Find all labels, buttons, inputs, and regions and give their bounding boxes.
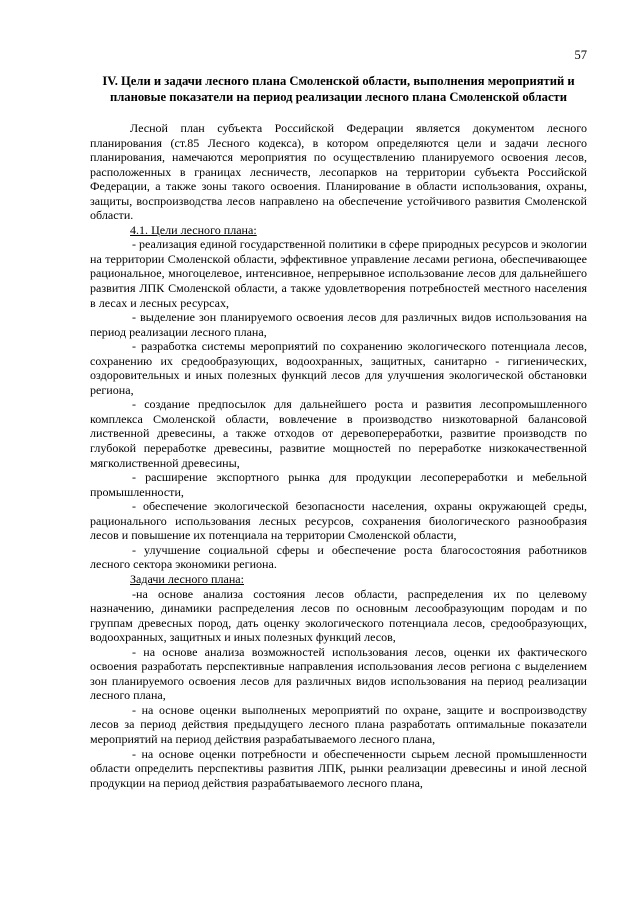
list-item: - реализация единой государственной политики в сфере природных ресурсов и экологии на территории Смоленской области, эффективное управление лесами региона, обеспечивающее рациональное, многоцелевое, интенсивное, непрерывное использование лесов для дальнейшего развития ЛПК Смоленской области, а также удовлетворения потребностей местного населения в лесах и лесных ресурсах, [90,237,587,310]
list-item: - на основе анализа возможностей использования лесов, оценки их фактического освоения разработать перспективные направления использования лесов региона с выделением зон планируемого освоения лесов для различных видов использования на период реализации лесного плана, [90,644,587,703]
list-item: - на основе оценки выполненых мероприятий по охране, защите и воспроизводству лесов за период действия предыдущего лесного плана разработать оптимальные показатели мероприятий на период действия разрабатываемого лесного плана, [90,702,587,746]
list-item: - создание предпосылок для дальнейшего роста и развития лесопромышленного комплекса Смоленской области, вовлечение в производство низкотоварной балансовой лиственной древесины, а также отходов от деревопереработки, развитие производств по глубокой переработке древесины, развитие мощностей по переработке низкокачественной мягколиственной древесины, [90,397,587,470]
list-item: - на основе оценки потребности и обеспеченности сырьем лесной промышленности области определить перспективы развития ЛПК, рынки реализации древесины и иной лесной продукции на период действия разрабатываемого лесного плана, [90,746,587,790]
list-item: -на основе анализа состояния лесов области, распределения их по целевому назначению, динамики распределения лесов по основным лесообразующим породам и по группам древесных пород, дать оценку экологического потенциала лесов, средообразующих, водоохранных, защитных и иных полезных функций лесов, [90,586,587,645]
list-item: - выделение зон планируемого освоения лесов для различных видов использования на период реализации лесного плана, [90,310,587,339]
list-item: - расширение экспортного рынка для продукции лесопереработки и мебельной промышленности, [90,470,587,499]
body-paragraph: Лесной план субъекта Российской Федерации является документом лесного планирования (ст.85 Лесного кодекса), в котором определяются цели и задачи лесного планирования, намечаются мероприятия по осуществлению планируемого освоения лесов, расположенных в границах лесничеств, лесопарков на территории субъекта Российской Федерации, а также зоны такого освоения. Планирование в области использования, охраны, защиты, воспроизводства лесов направлено на обеспечение устойчивого развития Смоленской области. [90,121,587,223]
section-label: 4.1. Цели лесного плана: [130,222,257,237]
list-item: - улучшение социальной сферы и обеспечение роста благосостояния работников лесного сектора экономики региона. [90,542,587,572]
list-item: - обеспечение экологической безопасности населения, охраны окружающей среды, рационального использования лесных ресурсов, сохранения биологического разнообразия лесов и повышение их потенциала на территории Смоленской области, [90,499,587,543]
document-body [90,121,587,790]
section-heading: IV. Цели и задачи лесного плана Смоленской области, выполнения мероприятий и плановые показатели на период реализации лесного плана Смоленской области [102,74,575,104]
list-item: - разработка системы мероприятий по сохранению экологического потенциала лесов, сохранению их средообразующих, водоохранных, защитных, санитарно - гигиенических, оздоровительных и иных полезных функций лесов для улучшения экологической обстановки региона, [90,339,587,397]
page-number: 57 [574,48,587,62]
section-label: Задачи лесного плана: [130,571,244,586]
